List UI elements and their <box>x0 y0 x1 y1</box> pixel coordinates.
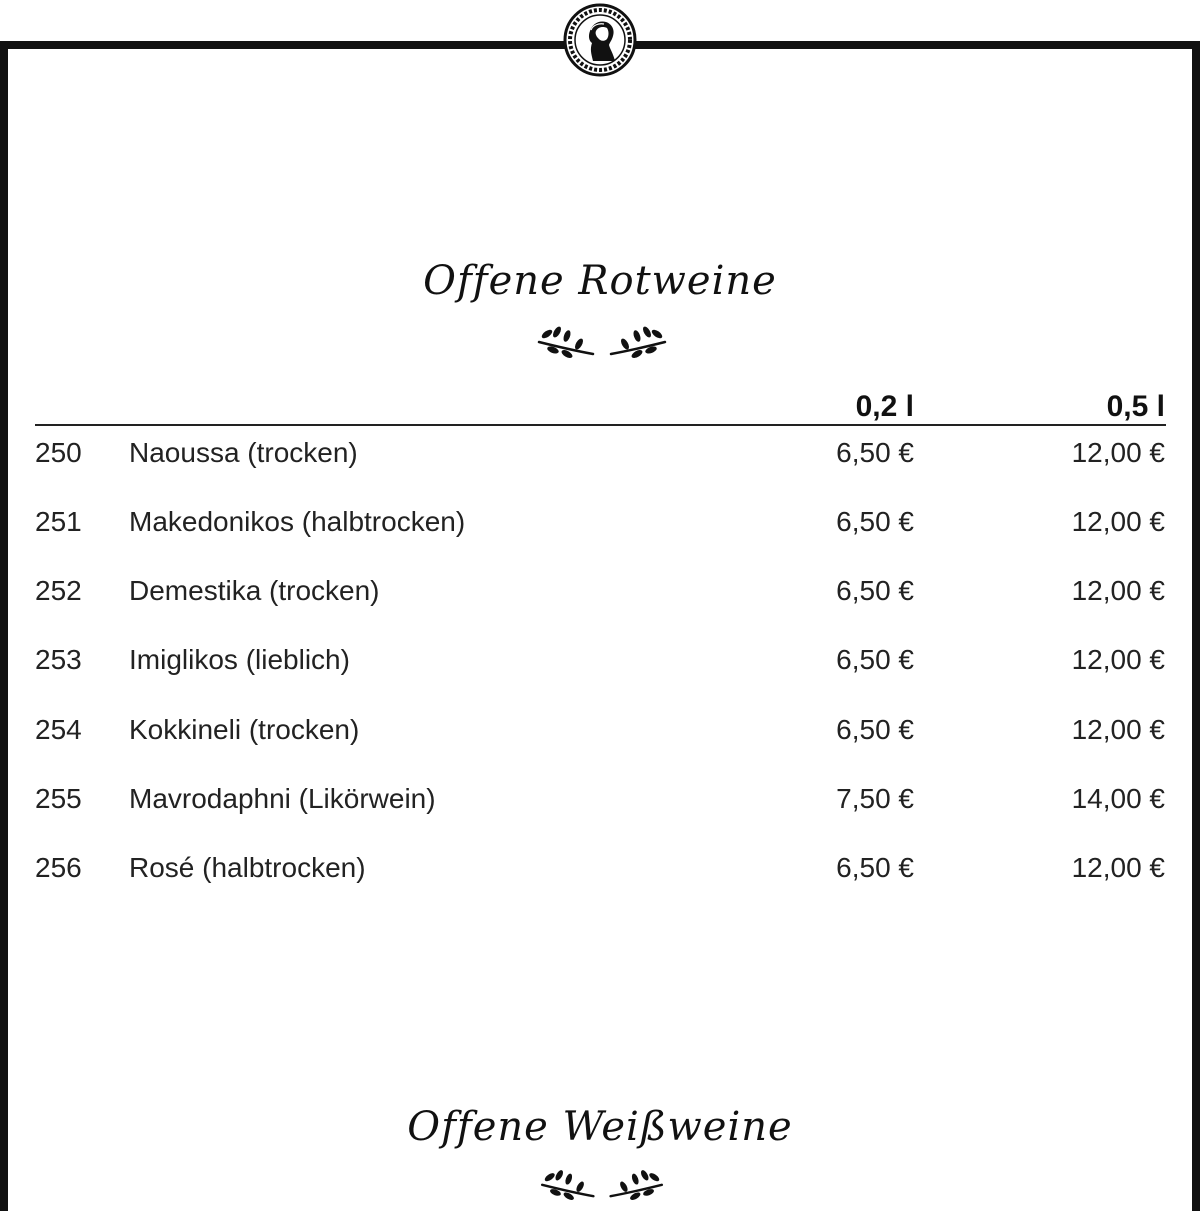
item-price-small: 6,50 € <box>836 714 914 745</box>
item-price-large: 12,00 € <box>1071 852 1165 883</box>
item-price-small: 6,50 € <box>836 852 914 883</box>
item-number: 256 <box>35 852 82 883</box>
item-number: 252 <box>35 575 82 606</box>
item-price-small: 6,50 € <box>836 437 914 468</box>
section-title-white-wines: Offene Weißweine <box>407 1104 793 1150</box>
item-number: 251 <box>35 506 82 537</box>
section-title-red-wines: Offene Rotweine <box>423 258 777 304</box>
item-price-large: 14,00 € <box>1071 783 1165 814</box>
item-name: Rosé (halbtrocken) <box>129 852 366 883</box>
item-price-large: 12,00 € <box>1071 506 1165 537</box>
item-price-large: 12,00 € <box>1071 644 1165 675</box>
olive-branch-ornament-icon <box>537 1162 667 1200</box>
item-name: Naoussa (trocken) <box>129 437 358 468</box>
item-price-small: 6,50 € <box>836 644 914 675</box>
menu-row <box>0 779 1200 819</box>
item-number: 254 <box>35 714 82 745</box>
menu-row <box>0 848 1200 888</box>
item-price-large: 12,00 € <box>1071 575 1165 606</box>
menu-row <box>0 571 1200 611</box>
item-name: Mavrodaphni (Likörwein) <box>129 783 436 814</box>
column-header-large: 0,5 l <box>1106 390 1165 423</box>
item-price-small: 7,50 € <box>836 783 914 814</box>
menu-row <box>0 502 1200 542</box>
item-name: Makedonikos (halbtrocken) <box>129 506 466 537</box>
menu-row <box>0 710 1200 750</box>
item-price-small: 6,50 € <box>836 506 914 537</box>
item-number: 255 <box>35 783 82 814</box>
menu-row <box>0 640 1200 680</box>
item-number: 250 <box>35 437 82 468</box>
cameo-portrait-logo-icon <box>563 3 637 77</box>
olive-branch-ornament-icon <box>537 318 667 358</box>
column-header-small: 0,2 l <box>855 390 914 423</box>
item-price-small: 6,50 € <box>836 575 914 606</box>
item-name: Kokkineli (trocken) <box>129 714 360 745</box>
item-number: 253 <box>35 644 82 675</box>
menu-frame <box>0 41 1200 1211</box>
item-price-large: 12,00 € <box>1071 714 1165 745</box>
item-name: Imiglikos (lieblich) <box>129 644 350 675</box>
item-name: Demestika (trocken) <box>129 575 380 606</box>
header-rule <box>35 424 1166 426</box>
menu-row <box>0 433 1200 473</box>
item-price-large: 12,00 € <box>1071 437 1165 468</box>
